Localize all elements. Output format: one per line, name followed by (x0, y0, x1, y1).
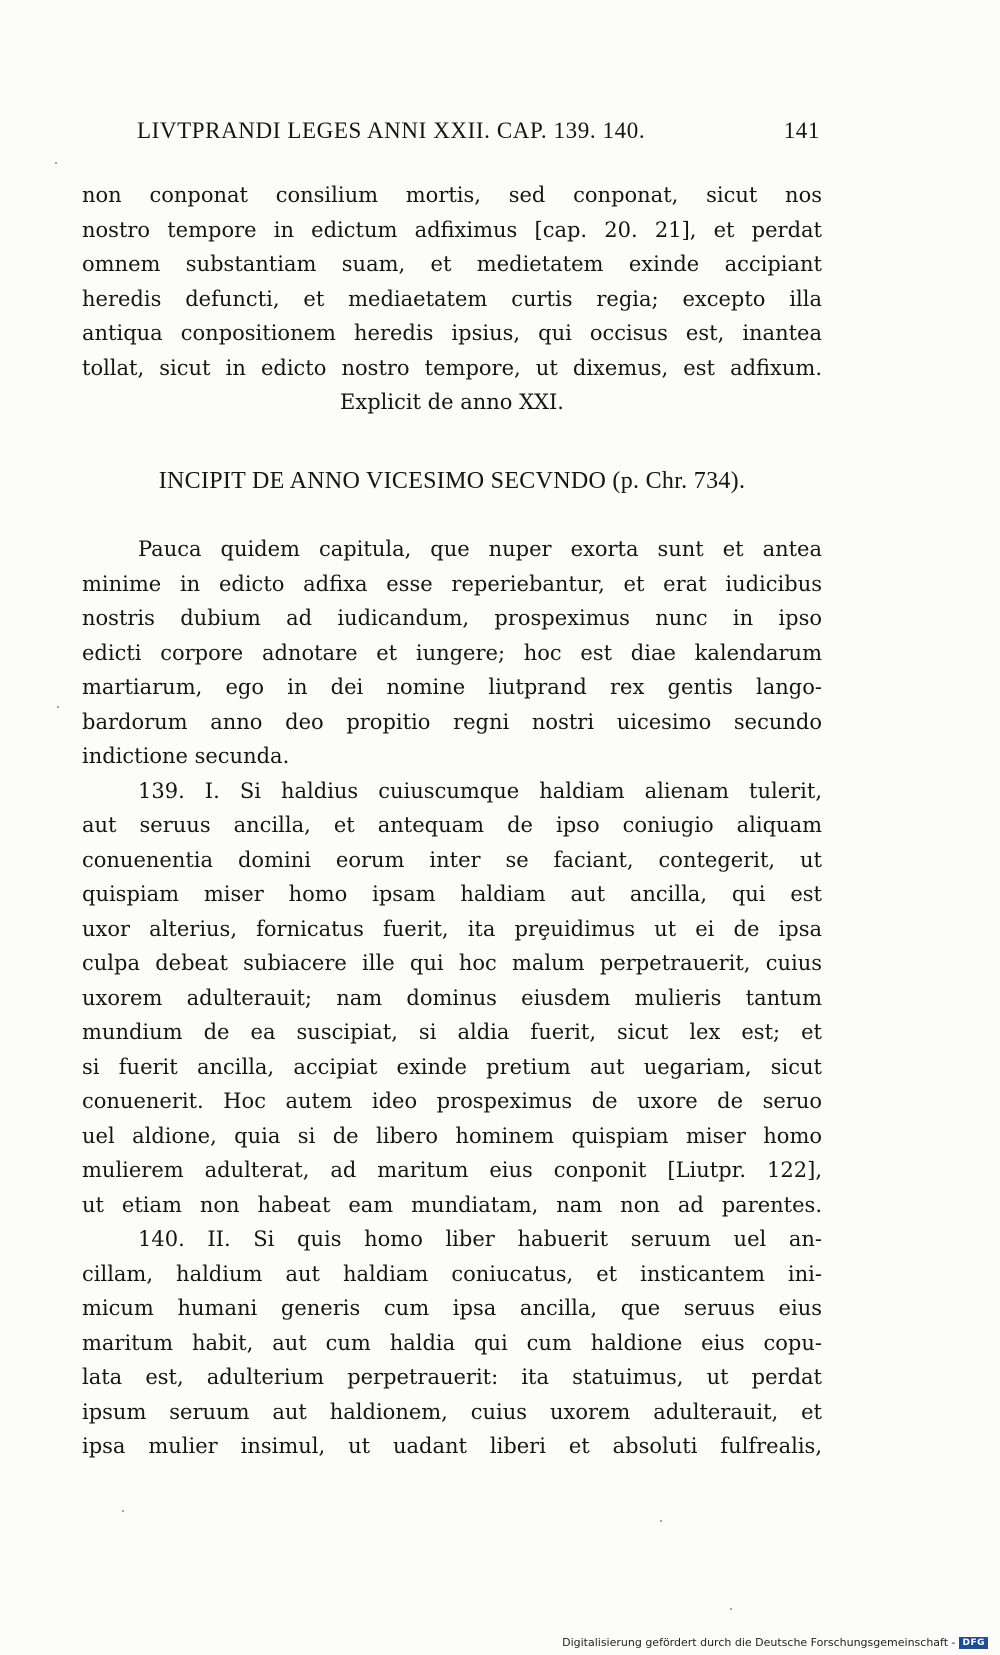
explicit-line: Explicit de anno XXI. (340, 390, 564, 414)
dfg-logo: DFG (959, 1637, 988, 1649)
text-line: conuenerit. Hoc autem ideo prospeximus de uxore de seruo (82, 1089, 822, 1113)
text-line: mulierem adulterat, ad maritum eius conponit [Liutpr. 122], (82, 1158, 822, 1182)
chapter-139-start: 139. I. Si haldius cuiuscumque haldiam alienam tulerit, (138, 778, 822, 803)
text-line: martiarum, ego in dei nomine liutprand rex gentis lango- (82, 675, 822, 699)
text-line: si fuerit ancilla, accipiat exinde pretium aut uegariam, sicut (82, 1054, 822, 1079)
text-line: quispiam miser homo ipsam haldiam aut ancilla, qui est (82, 882, 822, 906)
text-line: lata est, adulterium perpetrauerit: ita statuimus, ut perdat (82, 1365, 822, 1389)
text-line: aut seruus ancilla, et antequam de ipso coniugio aliquam (82, 813, 822, 837)
scan-speck (57, 706, 59, 708)
text-line: nostro tempore in edictum adfiximus [cap. 20. 21], et perdat (82, 217, 822, 242)
text-line: omnem substantiam suam, et medietatem exinde accipiant (82, 252, 822, 276)
credit-text: Digitalisierung gefördert durch die Deutsche Forschungsgemeinschaft - (562, 1636, 956, 1649)
text-line: conuenentia domini eorum inter se faciant, contegerit, ut (82, 847, 822, 872)
text-line: minime in edicto adfixa esse reperiebantur, et erat iudicibus (82, 571, 822, 596)
scan-speck (660, 1520, 662, 1522)
page-number: 141 (783, 118, 820, 143)
text-line: mundium de ea suscipiat, si aldia fuerit, sicut lex est; et (82, 1020, 822, 1044)
text-line: edicti corpore adnotare et iungere; hoc est diae kalendarum (82, 640, 822, 665)
scan-speck (730, 1608, 732, 1610)
text-line: Pauca quidem capitula, que nuper exorta sunt et antea (138, 537, 822, 561)
running-header (137, 118, 820, 152)
text-block-top (82, 178, 822, 420)
text-block-main (82, 532, 822, 1464)
text-line: tollat, sicut in edicto nostro tempore, ut dixemus, est adfixum. (82, 355, 822, 380)
text-line: uxor alterius, fornicatus fuerit, ita prȩuidimus ut ei de ipsa (82, 916, 822, 941)
text-line: ut etiam non habeat eam mundiatam, nam non ad parentes. (82, 1192, 822, 1217)
section-heading: INCIPIT DE ANNO VICESIMO SECVNDO (p. Chr. 734). (158, 468, 746, 494)
chapter-140-start: 140. II. Si quis homo liber habuerit seruum uel an- (138, 1227, 822, 1251)
text-line: indictione secunda. (82, 744, 290, 768)
text-line: non conponat consilium mortis, sed conponat, sicut nos (82, 183, 822, 207)
text-line: ipsa mulier insimul, ut uadant liberi et absoluti fulfrealis, (82, 1434, 822, 1458)
scan-speck (122, 1510, 124, 1512)
running-title: LIVTPRANDI LEGES ANNI XXII. CAP. 139. 140. (137, 118, 646, 143)
digitization-credit (562, 1636, 988, 1649)
text-line: uxorem adulterauit; nam dominus eiusdem mulieris tantum (82, 985, 822, 1010)
text-line: maritum habit, aut cum haldia qui cum haldione eius copu- (82, 1330, 822, 1355)
text-line: cillam, haldium aut haldiam coniucatus, et insticantem ini- (82, 1261, 822, 1286)
text-line: micum humani generis cum ipsa ancilla, que seruus eius (82, 1296, 822, 1320)
text-line: bardorum anno deo propitio regni nostri uicesimo secundo (82, 709, 822, 734)
text-line: ipsum seruum aut haldionem, cuius uxorem adulterauit, et (82, 1399, 822, 1424)
scan-speck (55, 162, 57, 164)
text-line: heredis defuncti, et mediaetatem curtis regia; excepto illa (82, 286, 822, 311)
text-line: nostris dubium ad iudicandum, prospeximus nunc in ipso (82, 606, 822, 630)
text-line: antiqua conpositionem heredis ipsius, qui occisus est, inantea (82, 321, 822, 345)
text-line: uel aldione, quia si de libero hominem quispiam miser homo (82, 1123, 822, 1148)
text-line: culpa debeat subiacere ille qui hoc malum perpetrauerit, cuius (82, 951, 822, 975)
